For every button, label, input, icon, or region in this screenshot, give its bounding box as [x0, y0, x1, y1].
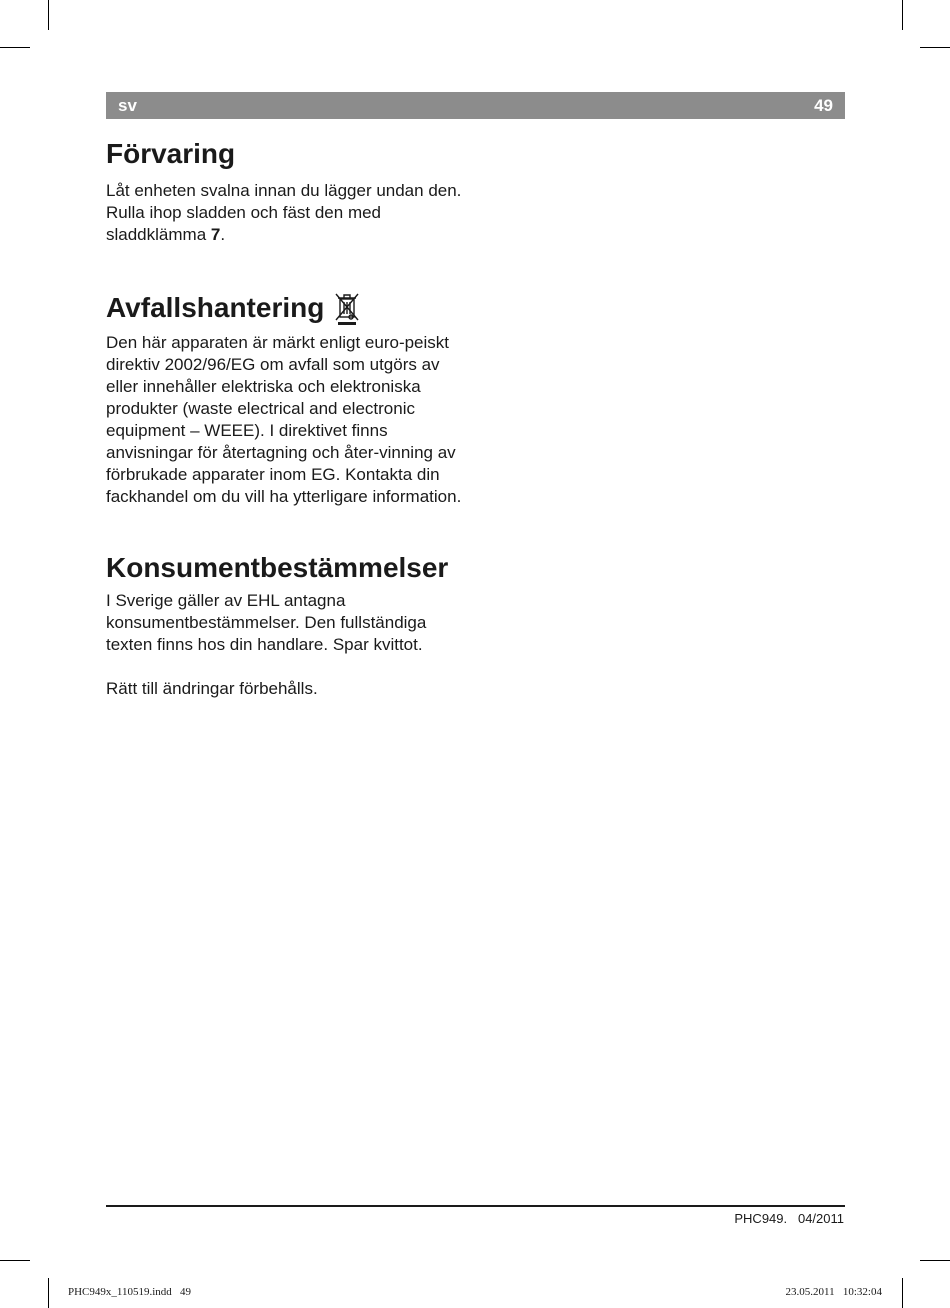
storage-text-2	[106, 202, 466, 246]
crop-mark	[920, 47, 950, 48]
section-title-text: Avfallshantering	[106, 292, 325, 323]
storage-text-2-prefix: Rulla ihop sladden och fäst den med sladdklämma	[106, 203, 382, 244]
page-number: 49	[814, 95, 833, 115]
slug-timestamp: 23.05.2011 10:32:04	[785, 1286, 882, 1298]
storage-text-2-suffix: .	[220, 225, 226, 244]
crop-mark	[0, 1260, 30, 1261]
section-storage	[106, 138, 466, 246]
disposal-text: Den här apparaten är märkt enligt euro-peiskt direktiv 2002/96/EG om avfall som utgörs av eller innehåller elektriska och elektroniska produkter (waste electrical and electronic equipment – WEEE). I direktivet finns anvisningar för återtagning och åter-vinning av förbrukade apparater inom EG. Kontakta din fackhandel om du vill ha ytterligare information.	[106, 333, 462, 506]
crop-mark	[920, 1260, 950, 1261]
crop-mark	[0, 47, 30, 48]
crop-mark	[902, 0, 903, 30]
crop-mark	[48, 0, 49, 30]
section-title	[106, 290, 466, 326]
section-consumer	[106, 552, 466, 700]
page-header-bar	[106, 92, 845, 119]
part-reference: 7	[210, 225, 221, 244]
main-column	[106, 138, 466, 700]
weee-crossed-bin-icon	[332, 290, 362, 326]
section-title: Förvaring	[106, 138, 236, 169]
language-code: sv	[118, 95, 137, 115]
section-disposal	[106, 290, 466, 508]
footer-model-date: PHC949. 04/2011	[734, 1211, 844, 1226]
crop-mark	[48, 1278, 49, 1308]
crop-mark	[902, 1278, 903, 1308]
changes-reserved-note: Rätt till ändringar förbehålls.	[106, 679, 318, 698]
storage-text-1: Låt enheten svalna innan du lägger undan den.	[106, 181, 462, 200]
slug-filename: PHC949x_110519.indd 49	[68, 1286, 192, 1298]
section-title: Konsumentbestämmelser	[106, 552, 449, 583]
footer-rule	[106, 1205, 845, 1207]
consumer-text: I Sverige gäller av EHL antagna konsumentbestämmelser. Den fullständiga texten finns hos din handlare. Spar kvittot.	[106, 591, 427, 654]
